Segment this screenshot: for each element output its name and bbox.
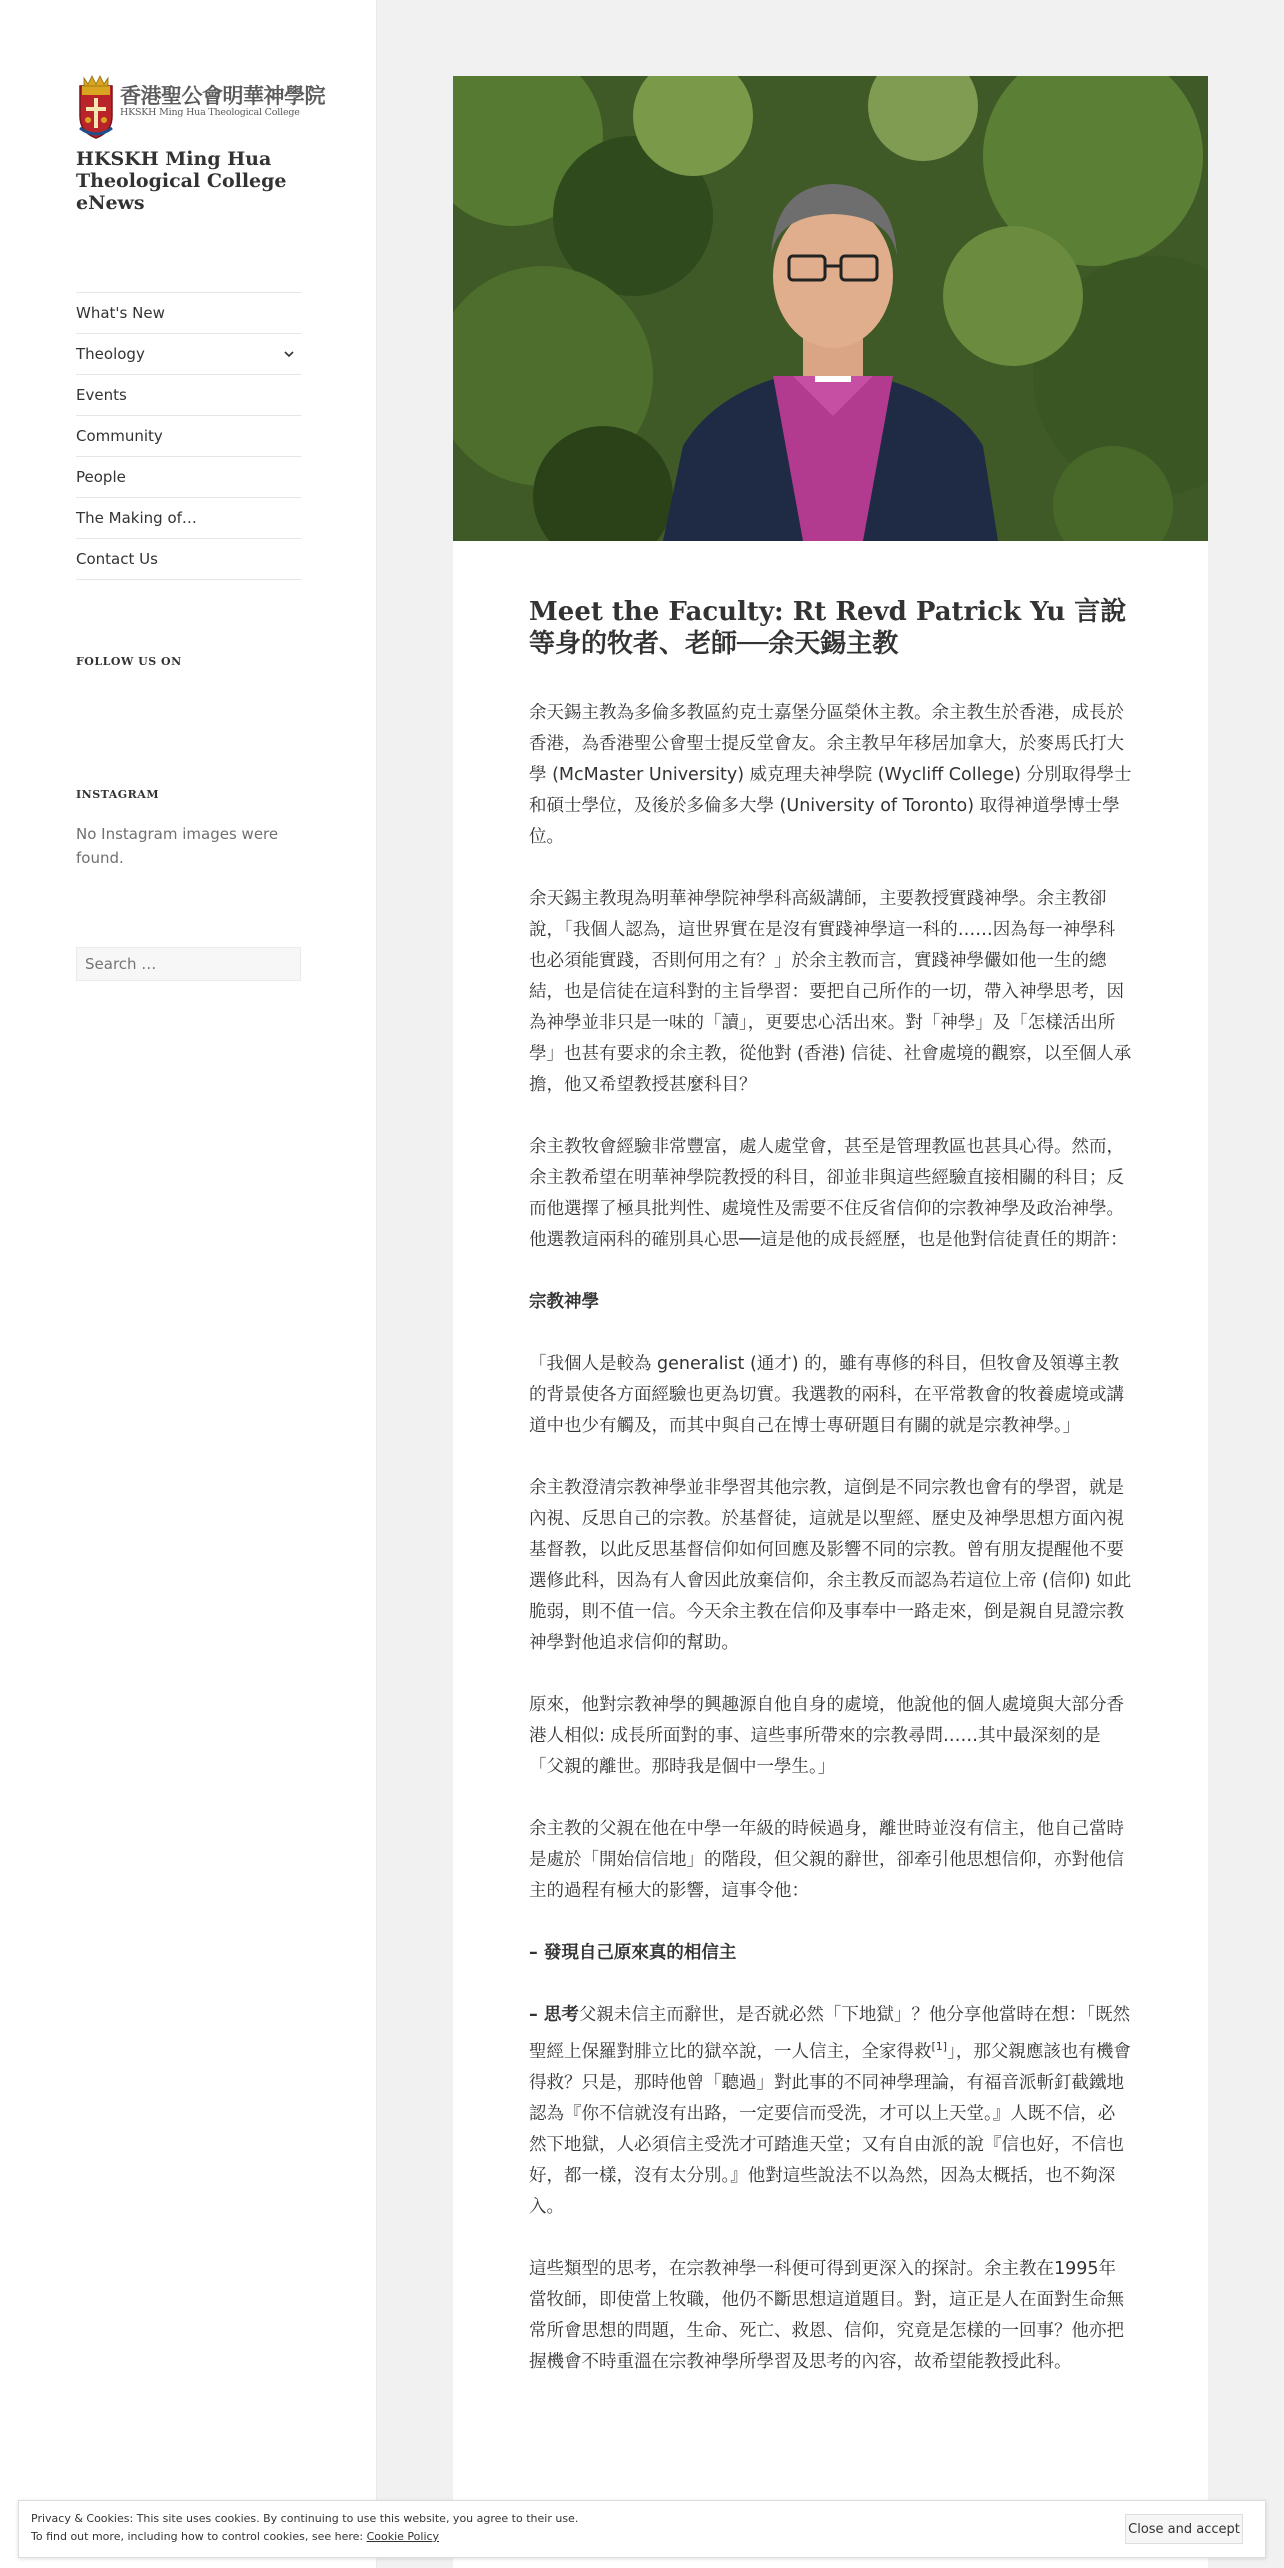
cookie-notice-line: Privacy & Cookies: This site uses cookies. By continuing to use this website, you agree to their use. xyxy=(31,2512,579,2525)
nav-item-events[interactable] xyxy=(76,374,301,415)
cookie-policy-link[interactable]: Cookie Policy xyxy=(366,2530,440,2543)
portrait-photo xyxy=(453,76,1208,541)
paragraph: 余主教牧會經驗非常豐富，處人處堂會，甚至是管理教區也甚具心得。然而，余主教希望在明華神學院教授的科目，卻並非與這些經驗直接相關的科目；反而他選擇了極具批判性、處境性及需要不住反省信仰的宗教神學及政治神學。他選教這兩科的確別具心思──這是他的成長經歷，也是他對信徒責任的期許： xyxy=(529,1137,1128,1250)
paragraph: 余主教澄清宗教神學並非學習其他宗教，這倒是不同宗教也會有的學習，就是內視、反思自己的宗教。於基督徒，這就是以聖經、歷史及神學思想方面內視基督教，以此反思基督信仰如何回應及影響不同的宗教。曾有朋友提醒他不要選修此科，因為有人會因此放棄信仰，余主教反而認為若這位上帝 (信仰) 如此脆弱，則不值一信。今天余主教在信仰及事奉中一路走來，倒是親自見證宗教神學對他追求信仰的幫助。 xyxy=(529,1478,1132,1653)
paragraph: 余主教的父親在他在中學一年級的時候過身，離世時並沒有信主，他自己當時是處於「開始信信地」的階段，但父親的辭世，卻牽引他思想信仰，亦對他信主的過程有極大的影響，這事令他： xyxy=(529,1819,1124,1901)
cookie-banner xyxy=(18,2500,1266,2558)
nav-item-label: The Making of… xyxy=(76,509,197,527)
nav-item-whats-new[interactable] xyxy=(76,292,301,333)
footnote-link[interactable]: [1] xyxy=(931,2040,948,2053)
section-heading xyxy=(529,1287,1132,1318)
close-and-accept-button[interactable]: Close and accept xyxy=(1125,2514,1243,2544)
chevron-down-icon xyxy=(284,351,294,358)
post-title: Meet the Faculty: Rt Revd Patrick Yu 言說等身的牧者、老師──余天錫主教 xyxy=(529,597,1127,659)
nav-item-label: What's New xyxy=(76,304,165,322)
section-heading xyxy=(529,1938,1132,1969)
cookie-notice-line xyxy=(31,2528,578,2546)
nav-item-label: Community xyxy=(76,427,163,445)
nav-item-community[interactable] xyxy=(76,415,301,456)
site-title-line: Theological College xyxy=(76,170,287,192)
paragraph: 「我個人是較為 generalist (通才) 的，雖有專修的科目，但牧會及領導主教的背景使各方面經驗也更為切實。我選教的兩科，在平常教會的牧養處境或講道中也少有觸及，而其中與自己在博士專研題目有關的就是宗教神學。」 xyxy=(529,1354,1124,1436)
post-content xyxy=(529,698,1132,2409)
submenu-toggle-button[interactable] xyxy=(277,342,301,366)
nav-item-label: Events xyxy=(76,386,127,404)
section-heading-text: – 發現自己原來真的相信主 xyxy=(529,1943,737,1963)
paragraph: 余天錫主教為多倫多教區約克士嘉堡分區榮休主教。余主教生於香港，成長於香港，為香港聖公會聖士提反堂會友。余主教早年移居加拿大，於麥馬氏打大學 (McMaster University) 威克理夫神學院 (Wycliff College) 分別取得學士和碩士學位，及後於多倫多大學 (University of Toronto) 取得神道學博士學位。 xyxy=(529,703,1132,847)
logo-chinese-text: 香港聖公會明華神學院 xyxy=(120,83,325,108)
instagram-empty-message: No Instagram images were found. xyxy=(76,825,279,867)
site-title[interactable] xyxy=(76,148,316,214)
search-input[interactable] xyxy=(76,947,301,981)
paragraph-text: 父親未信主而辭世，是否就必然「下地獄」？他分享他當時在想：「既然聖經上保羅對腓立比的獄卒說，一人信主，全家得救 xyxy=(529,2005,1131,2062)
site-title-line: HKSKH Ming Hua xyxy=(76,148,272,170)
site-title-line: eNews xyxy=(76,192,145,214)
think-label: – 思考 xyxy=(529,2005,579,2025)
follow-us-widget-title: FOLLOW US ON xyxy=(76,655,182,668)
nav-item-people[interactable] xyxy=(76,456,301,497)
paragraph: 這些類型的思考，在宗教神學一科便可得到更深入的探討。余主教在1995年當牧師，即使當上牧職，他仍不斷思想這道題目。對，這正是人在面對生命無常所會思想的問題，生命、死亡、救恩、信仰，究竟是怎樣的一回事？他亦把握機會不時重溫在宗教神學所學習及思考的內容，故希望能教授此科。 xyxy=(529,2258,1124,2372)
post-card xyxy=(453,76,1208,2568)
cookie-notice-prefix: To find out more, including how to control cookies, see here: xyxy=(31,2530,367,2543)
nav-item-label: Theology xyxy=(76,345,145,363)
paragraph: 原來，他對宗教神學的興趣源自他自身的處境，他說他的個人處境與大部分香港人相似: 成長所面對的事、這些事所帶來的宗教尋問……其中最深刻的是「父親的離世。那時我是個中一學生。」 xyxy=(529,1695,1124,1777)
section-heading-text: 宗教神學 xyxy=(529,1292,599,1312)
nav-item-the-making-of[interactable] xyxy=(76,497,301,538)
instagram-widget-title: INSTAGRAM xyxy=(76,788,160,801)
nav-item-label: People xyxy=(76,468,126,486)
site-logo[interactable] xyxy=(76,74,325,140)
paragraph-text: 」，那父親應該也有機會得救？只是，那時他曾「聽過」對此事的不同神學理論，有福音派斬釘截鐵地認為『你不信就沒有出路，一定要信而受洗，才可以上天堂。』人既不信，必然下地獄，人必須信主受洗才可踏進天堂；又有自由派的說『信也好，不信也好，都一樣，沒有太分別。』他對這些說法不以為然，因為太概括，也不夠深入。 xyxy=(529,2041,1131,2217)
paragraph: 余天錫主教現為明華神學院神學科高級講師，主要教授實踐神學。余主教卻說，「我個人認為，這世界實在是沒有實踐神學這一科的……因為每一神學科也必須能實踐，否則何用之有？」於余主教而言，實踐神學儼如他一生的總結，也是信徒在這科對的主旨學習：要把自己所作的一切，帶入神學思考，因為神學並非只是一味的「讀」，更要忠心活出來。對「神學」及「怎樣活出所學」也甚有要求的余主教，從他對 (香港) 信徒、社會處境的觀察，以至個人承擔，他又希望教授甚麼科目？ xyxy=(529,889,1132,1095)
sidebar xyxy=(0,0,376,2568)
main-navigation xyxy=(76,292,301,580)
logo-english-text: HKSKH Ming Hua Theological College xyxy=(120,107,300,118)
nav-item-theology[interactable] xyxy=(76,333,301,374)
cookie-notice-text xyxy=(31,2510,578,2546)
featured-image xyxy=(453,76,1208,541)
nav-item-contact-us[interactable] xyxy=(76,538,301,580)
nav-item-label: Contact Us xyxy=(76,550,158,568)
paragraph xyxy=(529,2000,1132,2223)
